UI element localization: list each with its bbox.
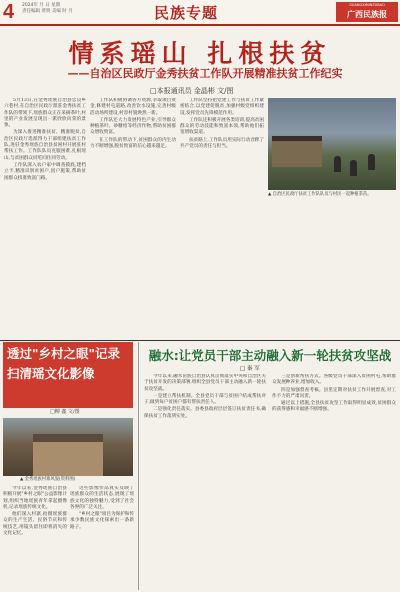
paragraph: 工作队坚持把党建工作与扶贫工作紧密结合,以党建促脱贫,加强村级党组织建设,发挥党员先锋模范作用。 [180,98,264,116]
issue-date: 2024年 月 日 星期 [22,3,61,8]
paragraph: 5月13日,在金秀瑶族自治县忠良乡六巷村,在自治区民政厅派驻金秀扶贫工作队的带领下,瑶族群众正在采摘茶叶,村里的产业发展呈现出一派欣欣向荣的景象。 [4,98,86,129]
left-story-col1 [3,486,67,590]
right-story-title: 融水:让党员干部主动融入新一轮扶贫攻坚战 [148,348,392,363]
left-story-byline: □柳 鑫 文/图 [50,409,80,415]
column-divider [138,342,139,590]
photo-person [368,154,375,170]
newspaper-logo-en: GUANGXIMINZUBAO [349,3,385,7]
right-story-col2 [272,374,396,590]
paragraph: 工作队积极协调各方资源,争取项目资金,修建村屯道路,改善饮水设施,完善村级活动场所建设,村容村貌焕然一新。 [90,98,176,116]
main-photo-caption: ▲ 自治区民政厅扶贫工作队队员与村民一起种植茶苗。 [268,192,372,197]
photo-person [350,160,357,176]
photo-person [334,156,341,172]
main-byline: □本报通讯员 金晶彬 文/图 [150,87,234,95]
paragraph: 这些影像作品真实反映了瑶族群众的生活状态,展现了瑶族文化的独特魅力,受到了社会各界的广泛关注。 [70,486,134,510]
main-article-col3 [180,98,264,338]
paragraph: 他们深入村寨,拍摄瑶族群众的生产生活、民俗节庆和传统技艺,用镜头留住即将消失的文化记忆。 [3,512,67,537]
main-article-col2 [90,98,176,338]
main-photo [268,98,396,190]
left-story-header [3,342,133,408]
paragraph: 工作队深入农户家中调查摸底,建档立卡,精准识别贫困户,因户施策,帮助贫困群众找准致富门路。 [4,162,86,181]
right-story-col1 [144,374,266,590]
paragraph: 为深入推进精准扶贫、精准脱贫,自治区民政厅选派得力干部组建扶贫工作队,进驻金秀瑶族自治县贫困村开展驻村帮扶工作。工作队队员克服困难,扎根瑶山,与贫困群众同吃同住同劳动。 [4,130,86,161]
paragraph: 今年以来,融水苗族自治县认真贯彻落实中央和自治区关于扶贫开发的决策部署,组织全县党员干部主动融入新一轮扶贫攻坚战。 [144,374,266,392]
page-number: 4 [3,1,15,23]
right-story-byline: □ 秦 军 [240,366,260,372]
newspaper-logo-cn: 广西民族报 [347,9,387,19]
paragraph: 四是加强督查考核。县里定期对扶贫工作开展督查,对工作不力的严肃问责。 [272,387,396,399]
photo-house [272,136,322,167]
paragraph: 三是创新帮扶方式。各级党员干部深入贫困村屯,帮助群众发展种养业,增加收入。 [272,374,396,386]
editor-line: 责任编辑 黄明 美编 时 月 [22,9,73,14]
newspaper-logo [336,2,398,22]
section-divider [0,340,400,341]
main-article-col1 [4,98,86,338]
paragraph: "乡村之眼"项目为保护和传承少数民族文化探索出一条新路子。 [70,512,134,530]
page-header [0,0,400,26]
paragraph: 一是建立帮扶机制。全县党员干部与贫困户结成帮扶对子,做到每户贫困户都有帮扶责任人。 [144,393,266,406]
left-story-photo [3,418,133,476]
section-title: 民族专题 [154,4,219,22]
left-story-col2 [70,486,134,590]
paragraph: 二是强化责任落实。县委县政府层层签订扶贫责任书,确保扶贫工作落到实处。 [144,407,266,419]
paragraph: 今年以来,金秀瑶族自治县积极开展"乡村之眼"公益影像计划,组织当地瑶族青年拿起摄像机,记录瑶族传统文化。 [3,486,67,510]
issue-meta [22,3,73,15]
paragraph: 工作队还积极开展各类培训,提高贫困群众的劳动技能和致富本领,帮助他们拓宽增收渠道。 [180,117,264,136]
paragraph: 工作队还大力发展特色产业,引导群众种植茶叶、砂糖桔等经济作物,帮助贫困群众增收致富。 [90,117,176,136]
paragraph: 扶贫路上,工作队员用实际行动诠释了共产党员的责任与担当。 [180,137,264,150]
paragraph: 在工作队的带动下,贫困群众的内生动力不断增强,脱贫致富的信心越来越足。 [90,137,176,150]
paragraph: 通过以上措施,全县扶贫攻坚工作取得明显成效,贫困群众的获得感和幸福感不断增强。 [272,401,396,413]
photo-house [33,434,103,476]
main-headline: 情系瑶山 扎根扶贫 [68,39,332,68]
left-photo-caption: ▲ 金秀瑶族村寨风貌(资料图) [20,477,76,482]
left-story-title: 透过"乡村之眼"记录扫清瑶文化影像 [7,346,121,381]
main-subheadline: ——自治区民政厅金秀扶贫工作队开展精准扶贫工作纪实 [67,67,343,80]
